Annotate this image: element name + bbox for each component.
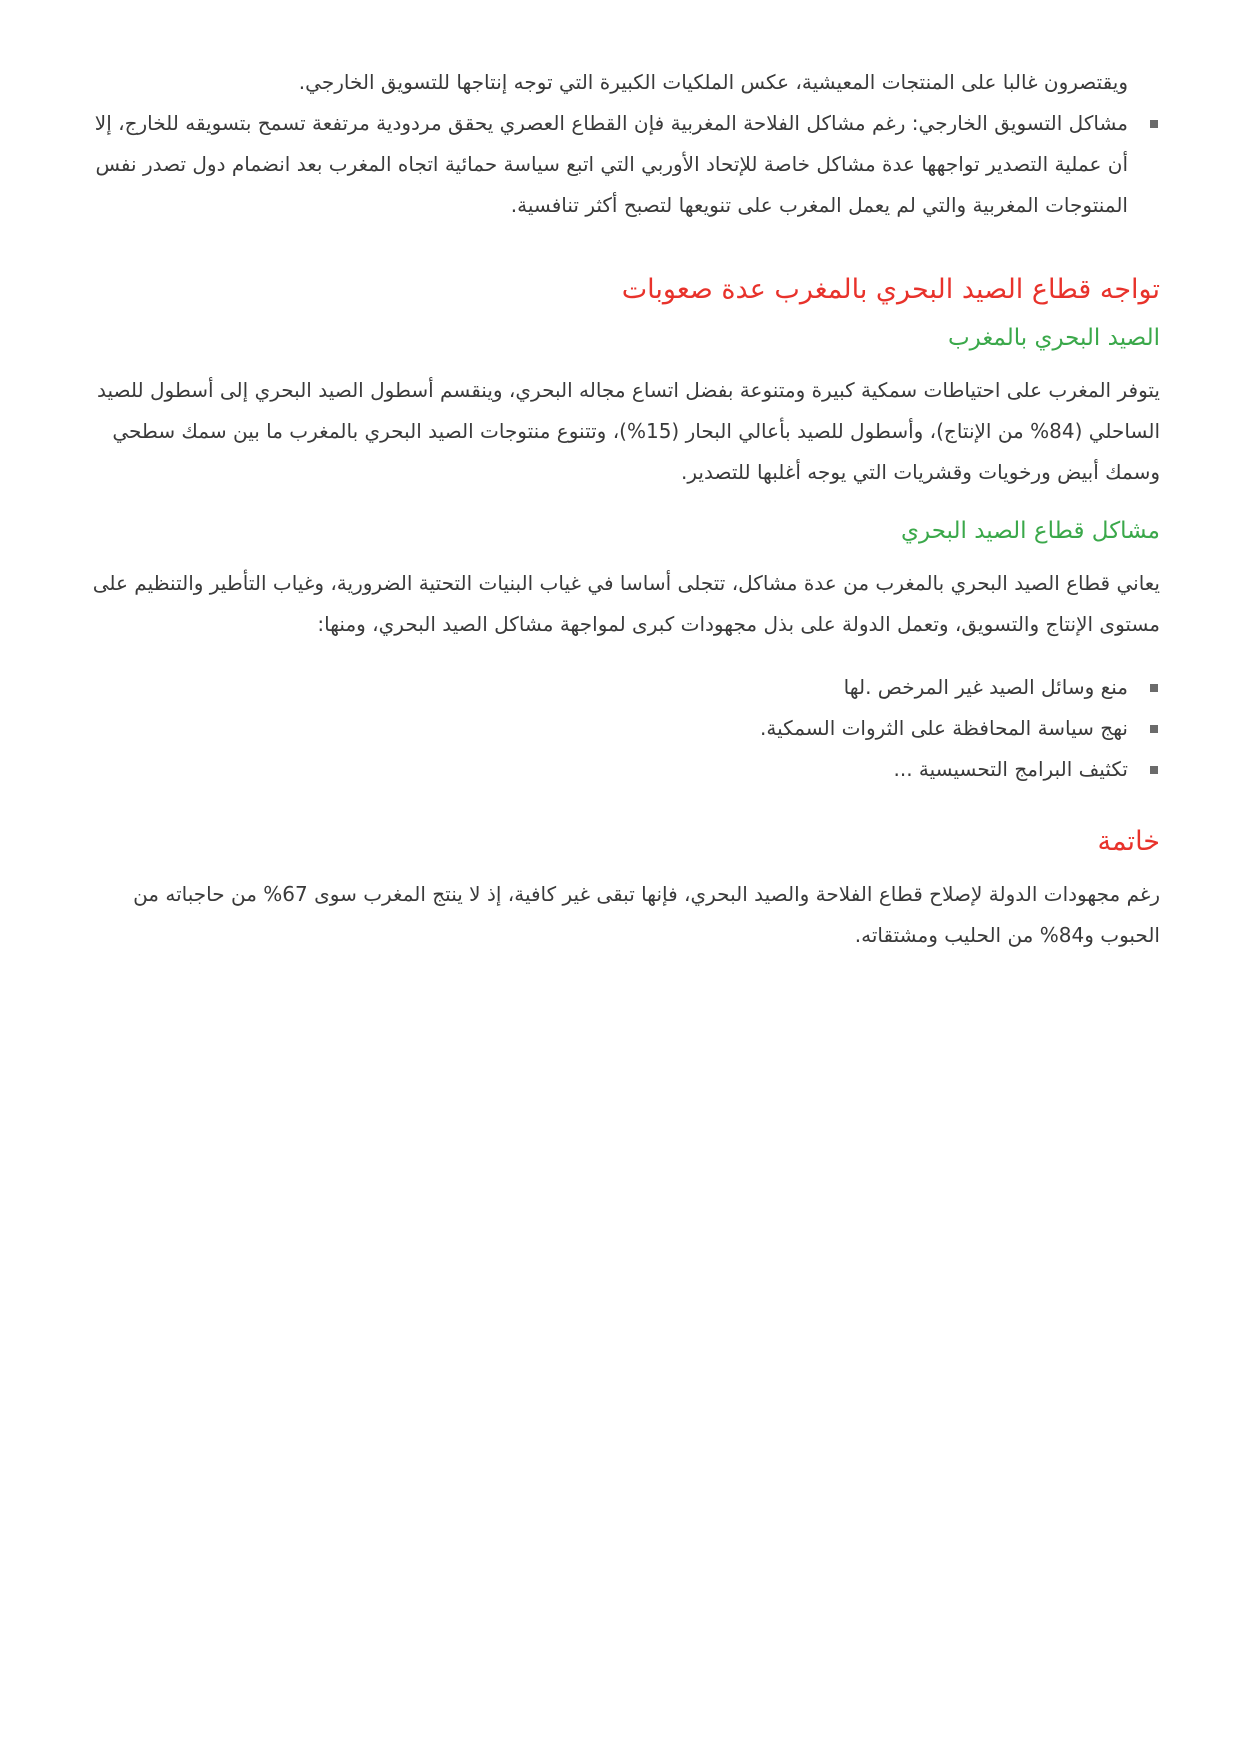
- list-item: [82, 749, 1128, 790]
- fishing-paragraph: يتوفر المغرب على احتياطات سمكية كبيرة ومتنوعة بفضل اتساع مجاله البحري، وينقسم أسطول الصيد البحري إلى أسطول للصيد الساحلي (84% من الإنتاج)، وأسطول للصيد بأعالي البحار (15%)، وتتنوع منتوجات الصيد البحري بالمغرب ما بين سمك سطحي وسمك أبيض ورخويات وقشريات التي يوجه أغلبها للتصدير.: [97, 378, 1160, 484]
- problems-heading: مشاكل قطاع الصيد البحري: [901, 518, 1160, 544]
- conclusion-title: خاتمة: [1097, 826, 1160, 857]
- bullet-text: مشاكل التسويق الخارجي: رغم مشاكل الفلاحة المغربية فإن القطاع العصري يحقق مردودية مرتفعة تسمح بتسويقه للخارج، إلا أن عملية التصدير تواجهها عدة مشاكل خاصة للإتحاد الأوربي التي اتبع سياسة حمائية اتجاه المغرب بعد انضمام دول تصدر نفس المنتوجات المغربية والتي لم يعمل المغرب على تنويعها لتصبح أكثر تنافسية.: [94, 111, 1128, 217]
- conclusion-paragraph: رغم مجهودات الدولة لإصلاح قطاع الفلاحة والصيد البحري، فإنها تبقى غير كافية، إذ لا ينتج المغرب سوى 67% من حاجباته من الحبوب و84% من الحليب ومشتقاته.: [133, 882, 1160, 947]
- bullet-square-icon: [1150, 684, 1158, 692]
- intro-bullet-list: [82, 103, 1128, 226]
- list-item: [82, 667, 1128, 708]
- measure-text: نهج سياسة المحافظة على الثروات السمكية.: [760, 716, 1128, 740]
- bullet-square-icon: [1150, 725, 1158, 733]
- measure-text: تكثيف البرامج التحسيسية ...: [893, 757, 1128, 781]
- problems-paragraph: يعاني قطاع الصيد البحري بالمغرب من عدة مشاكل، تتجلى أساسا في غياب البنيات التحتية الضرورية، وغياب التأطير والتنظيم على مستوى الإنتاج والتسويق، وتعمل الدولة على بذل مجهودات كبرى لمواجهة مشاكل الصيد البحري، ومنها:: [92, 571, 1160, 636]
- measure-text: منع وسائل الصيد غير المرخص .لها: [843, 675, 1128, 699]
- list-item: [82, 708, 1128, 749]
- list-item: [82, 103, 1128, 226]
- fishing-heading: الصيد البحري بالمغرب: [947, 325, 1160, 351]
- measures-list: [82, 667, 1128, 790]
- section-title: تواجه قطاع الصيد البحري بالمغرب عدة صعوبات: [621, 274, 1160, 305]
- intro-paragraph-end: ويقتصرون غالبا على المنتجات المعيشية، عكس الملكيات الكبيرة التي توجه إنتاجها للتسويق الخارجي.: [298, 70, 1128, 94]
- bullet-square-icon: [1150, 120, 1158, 128]
- bullet-square-icon: [1150, 766, 1158, 774]
